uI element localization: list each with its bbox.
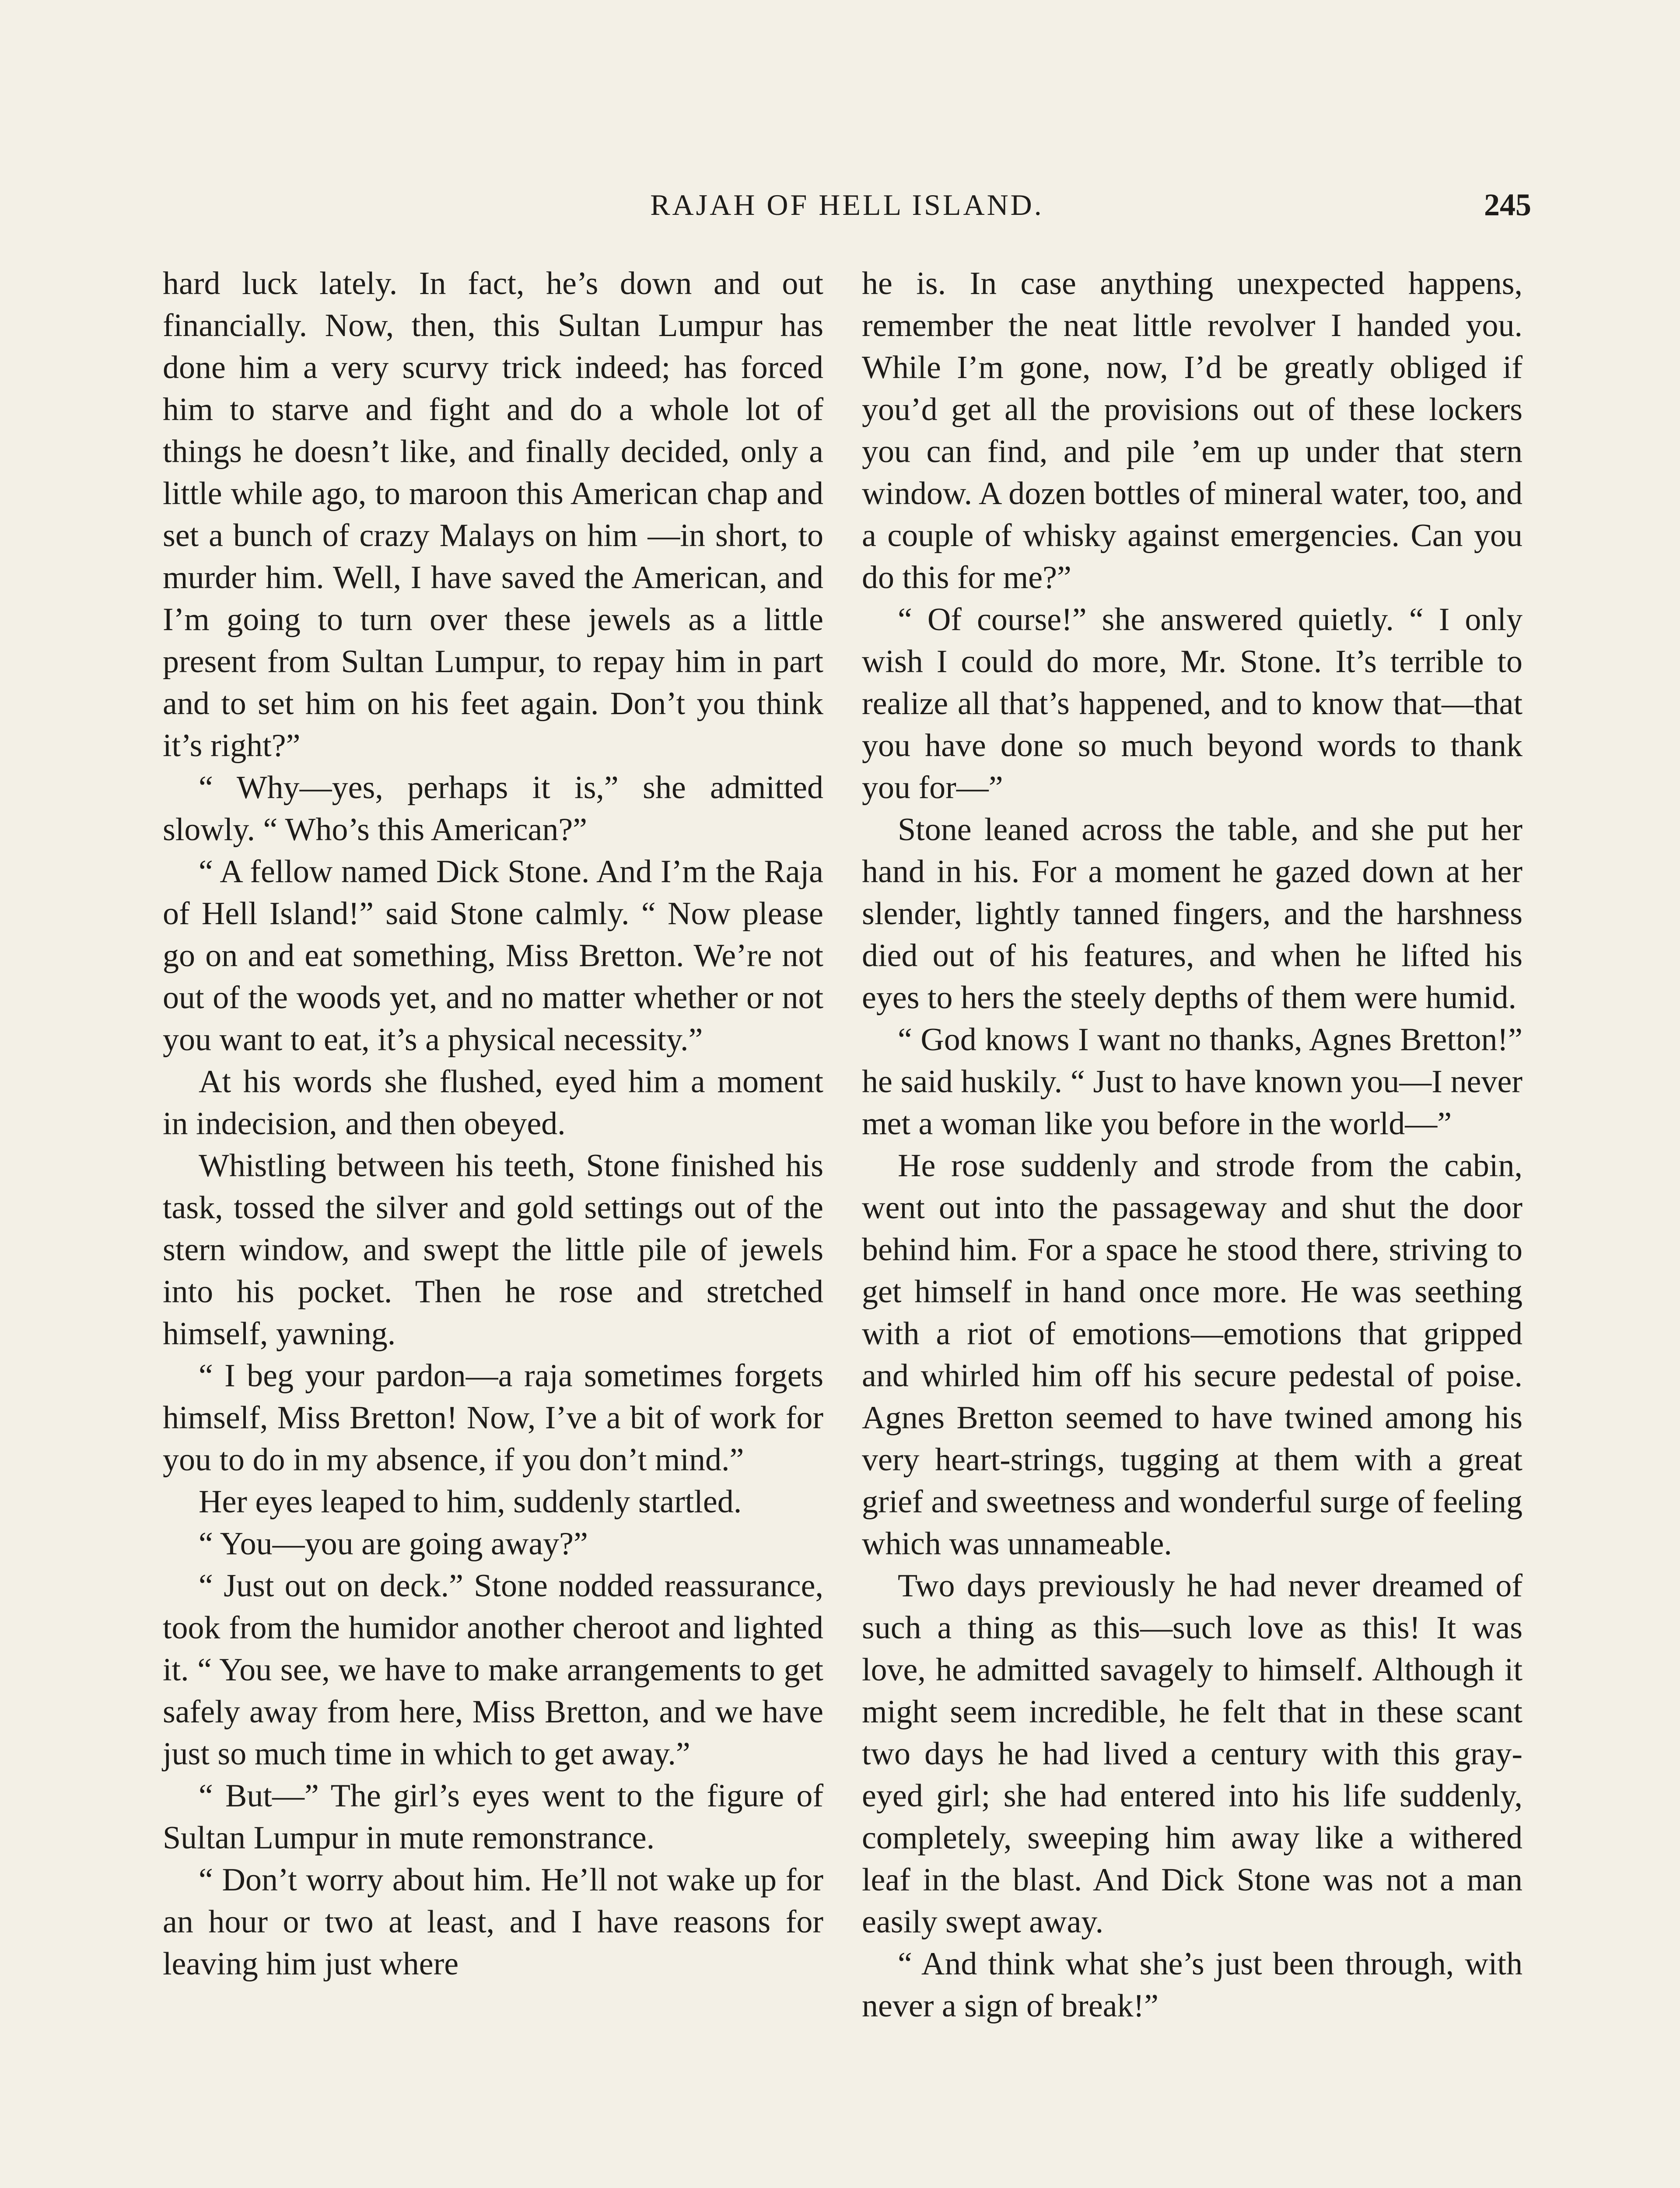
paragraph: Whistling between his teeth, Stone finished his task, tossed the silver and gold settings out of the stern window, and swept the little pile of jewels into his pocket. Then he rose and stretched himself, yawning.: [163, 1148, 823, 1352]
paragraph: Stone leaned across the table, and she put her hand in his. For a moment he gazed down at her slender, lightly tanned fingers, and the harshness died out of his features, and when he lifted his eyes to hers the steely depths of them were humid.: [862, 812, 1522, 1016]
paragraph: “ A fellow named Dick Stone. And I’m the Raja of Hell Island!” said Stone calmly. “ Now please go on and eat something, Miss Bretton. We’re not out of the woods yet, and no matter whether or not you want to eat, it’s a physical necessity.”: [163, 854, 823, 1058]
paragraph: “ But—” The girl’s eyes went to the figure of Sultan Lumpur in mute remonstrance.: [163, 1778, 823, 1856]
paragraph: “ Don’t worry about him. He’ll not wake up for an hour or two at least, and I have reasons for leaving him just where: [163, 1862, 823, 1982]
page-number: 245: [1484, 187, 1531, 222]
paragraph: “ Why—yes, perhaps it is,” she admitted slowly. “ Who’s this American?”: [163, 770, 823, 848]
paragraph: “ Of course!” she answered quietly. “ I only wish I could do more, Mr. Stone. It’s terrible to realize all that’s happened, and to know that—that you have done so much beyond words to thank you for—”: [862, 602, 1522, 806]
paragraph: “ And think what she’s just been through, with never a sign of break!”: [862, 1946, 1522, 2024]
paragraph: “ I beg your pardon—a raja sometimes forgets himself, Miss Bretton! Now, I’ve a bit of work for you to do in my absence, if you don’t mind.”: [163, 1358, 823, 1478]
paragraph: “ God knows I want no thanks, Agnes Bretton!” he said huskily. “ Just to have known you—I never met a woman like you before in the world—”: [862, 1022, 1522, 1142]
paragraph: Two days previously he had never dreamed of such a thing as this—such love as this! It was love, he admitted savagely to himself. Although it might seem incredible, he felt that in these scant two days he had lived a century with this gray-eyed girl; she had entered into his life suddenly, completely, sweeping him away like a withered leaf in the blast. And Dick Stone was not a man easily swept away.: [862, 1568, 1522, 1940]
paragraph: he is. In case anything unexpected happens, remember the neat little revolver I handed you. While I’m gone, now, I’d be greatly obliged if you’d get all the provisions out of these lockers you can find, and pile ’em up under that stern window. A dozen bottles of mineral water, too, and a couple of whisky against emergencies. Can you do this for me?”: [862, 266, 1522, 596]
left-column: [163, 263, 823, 1985]
paragraph: hard luck lately. In fact, he’s down and out financially. Now, then, this Sultan Lumpur has done him a very scurvy trick indeed; has forced him to starve and fight and do a whole lot of things he doesn’t like, and finally decided, only a little while ago, to maroon this American chap and set a bunch of crazy Malays on him —in short, to murder him. Well, I have saved the American, and I’m going to turn over these jewels as a little present from Sultan Lumpur, to repay him in part and to set him on his feet again. Don’t you think it’s right?”: [163, 266, 823, 764]
running-title: RAJAH OF HELL ISLAND.: [650, 188, 1044, 221]
paragraph: “ Just out on deck.” Stone nodded reassurance, took from the humidor another cheroot and lighted it. “ You see, we have to make arrangements to get safely away from here, Miss Bretton, and we have just so much time in which to get away.”: [163, 1568, 823, 1772]
paragraph: At his words she flushed, eyed him a moment in indecision, and then obeyed.: [163, 1064, 823, 1142]
paragraph: He rose suddenly and strode from the cabin, went out into the passageway and shut the door behind him. For a space he stood there, striving to get himself in hand once more. He was seething with a riot of emotions—emotions that gripped and whirled him off his secure pedestal of poise. Agnes Bretton seemed to have twined among his very heart-strings, tugging at them with a great grief and sweetness and wonderful surge of feeling which was unnameable.: [862, 1148, 1522, 1562]
paragraph: “ You—you are going away?”: [199, 1526, 588, 1562]
page-header: [163, 184, 1531, 232]
paragraph: Her eyes leaped to him, suddenly startled.: [199, 1484, 742, 1520]
right-column: [862, 263, 1522, 2027]
